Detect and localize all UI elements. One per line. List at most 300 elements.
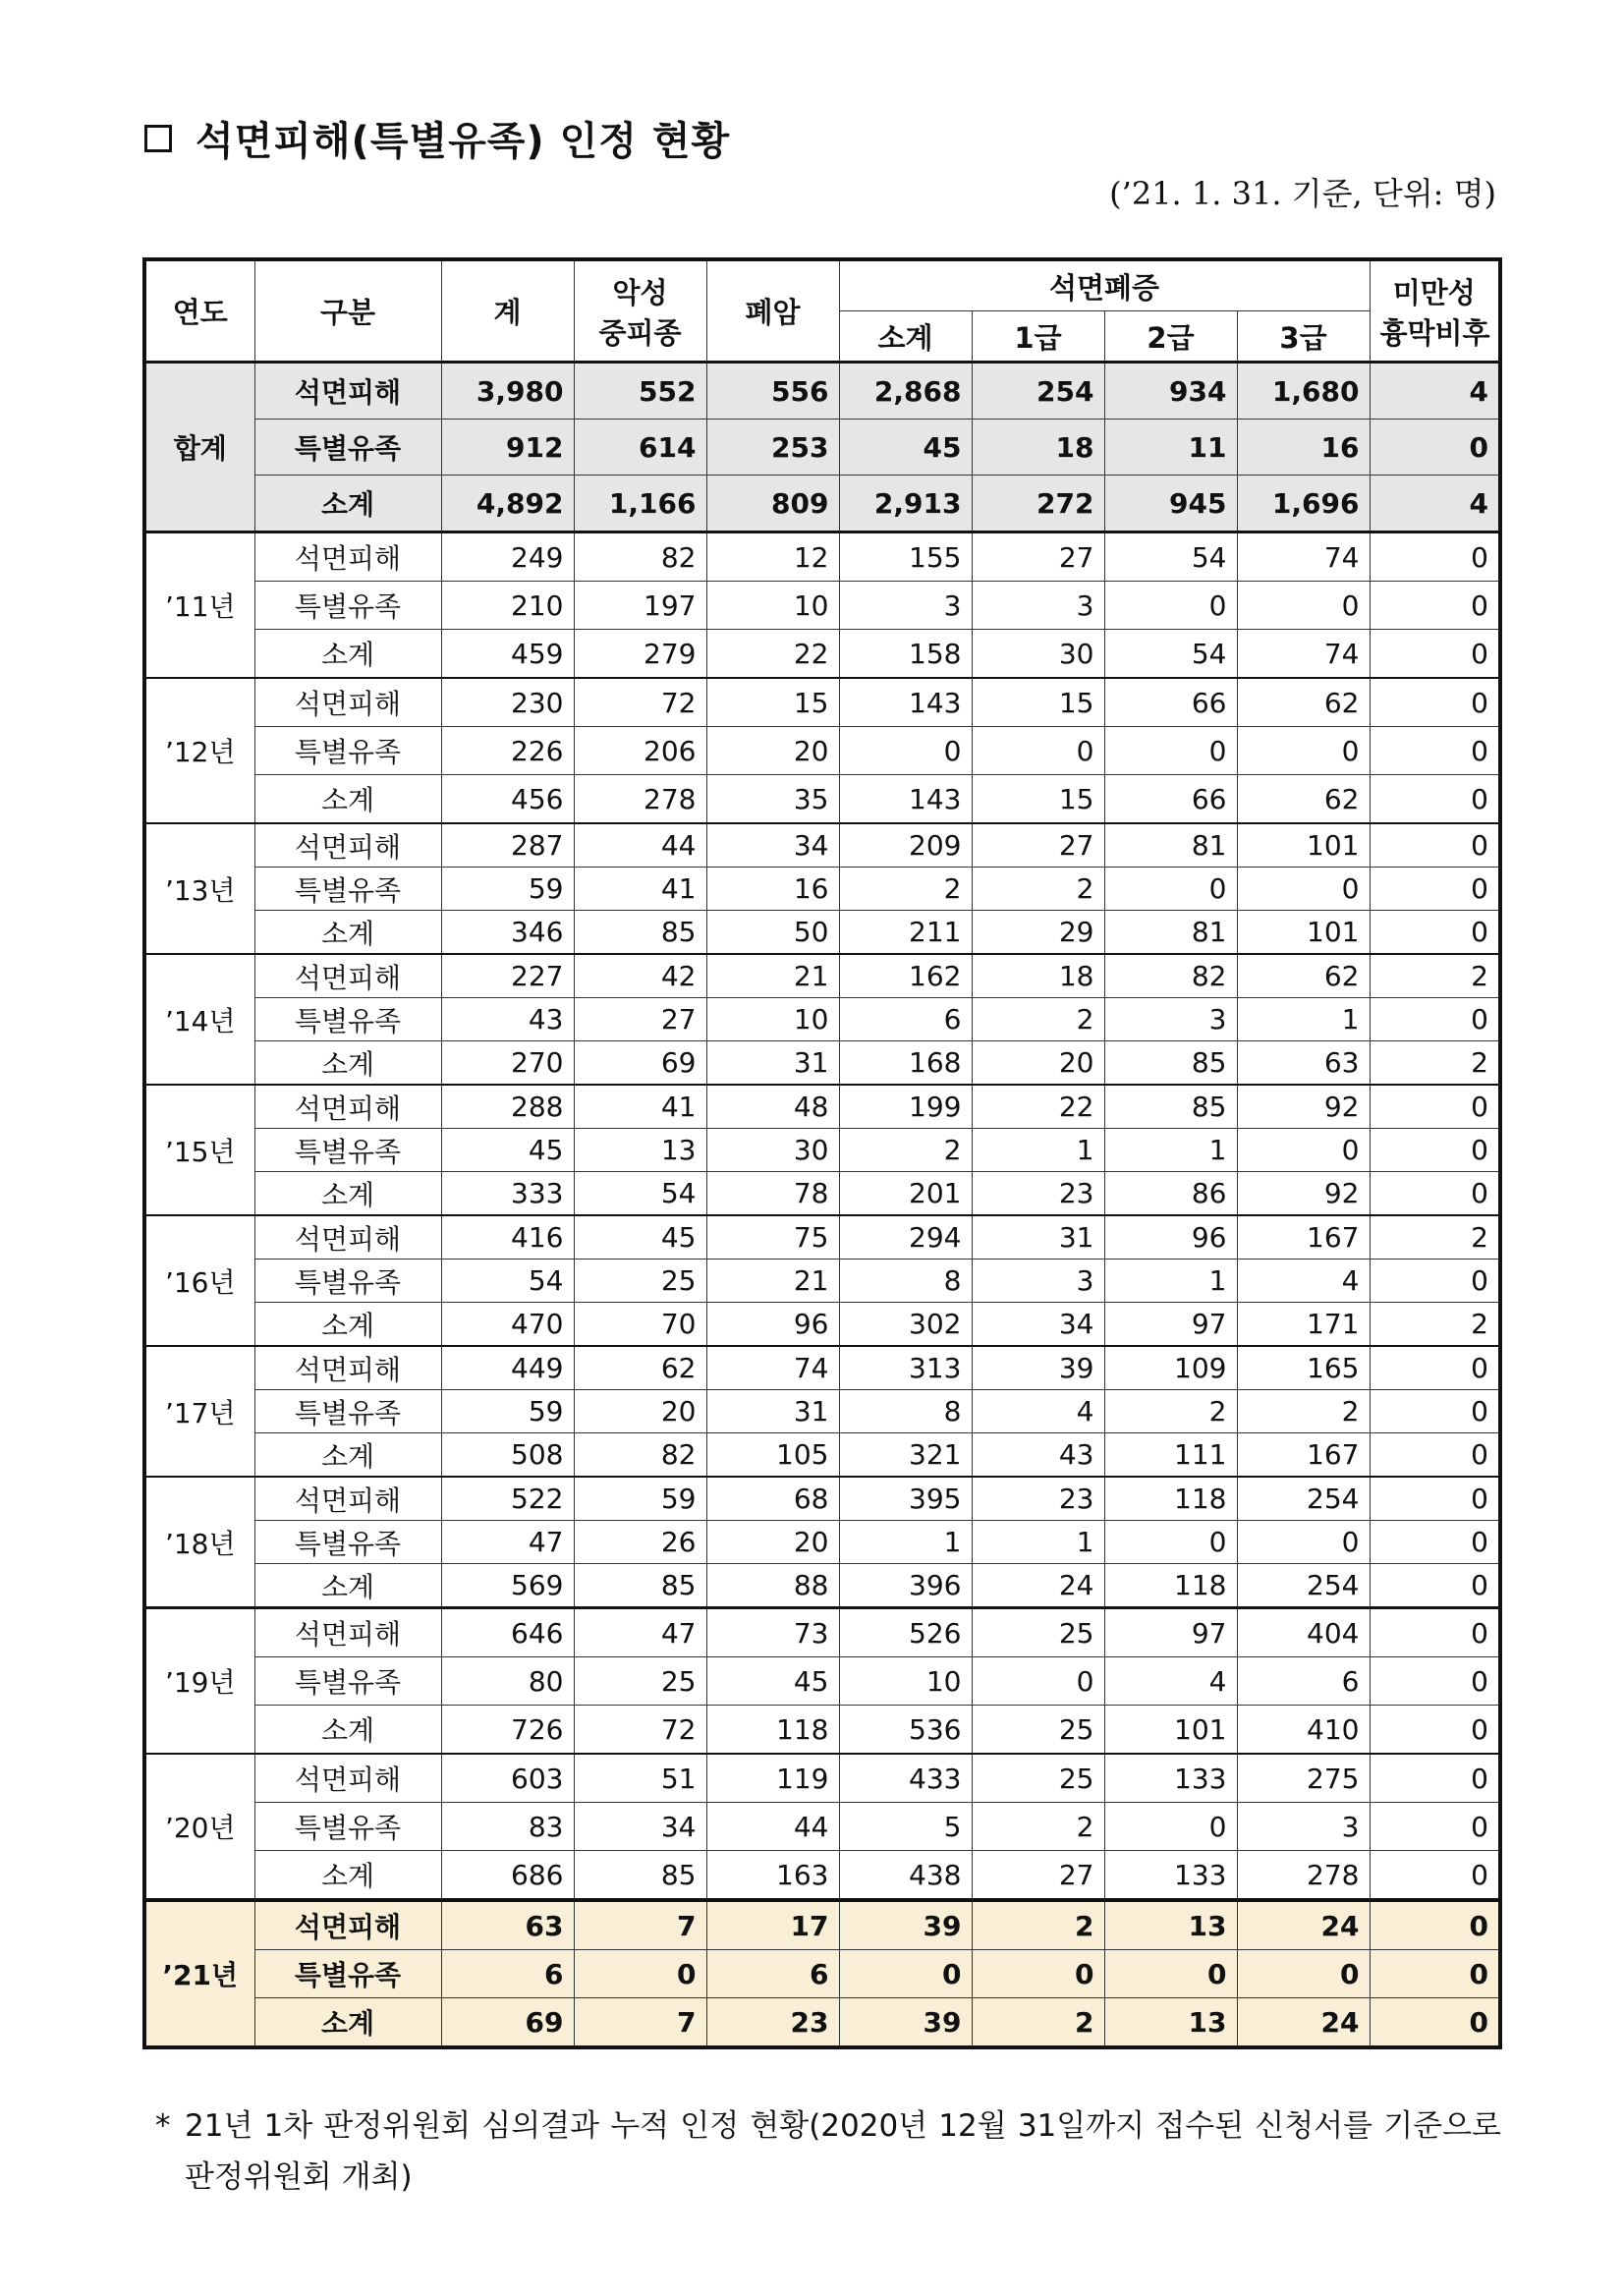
category-cell: 특별유족 bbox=[254, 1260, 441, 1303]
value-cell: 45 bbox=[839, 420, 972, 476]
value-cell: 1 bbox=[1237, 998, 1370, 1041]
value-cell: 162 bbox=[839, 954, 972, 998]
value-cell: 2 bbox=[1237, 1390, 1370, 1433]
value-cell: 118 bbox=[1104, 1564, 1237, 1608]
value-cell: 48 bbox=[706, 1085, 839, 1129]
header-asbestosis: 석면폐증 bbox=[839, 259, 1370, 311]
value-cell: 0 bbox=[1370, 1260, 1500, 1303]
value-cell: 68 bbox=[706, 1477, 839, 1521]
category-cell: 특별유족 bbox=[254, 1129, 441, 1172]
value-cell: 143 bbox=[839, 678, 972, 727]
category-cell: 소계 bbox=[254, 1433, 441, 1478]
value-cell: 24 bbox=[1237, 1900, 1370, 1950]
category-cell: 석면피해 bbox=[254, 1754, 441, 1803]
value-cell: 75 bbox=[706, 1215, 839, 1260]
value-cell: 59 bbox=[574, 1477, 706, 1521]
value-cell: 62 bbox=[1237, 678, 1370, 727]
value-cell: 39 bbox=[839, 1900, 972, 1950]
category-cell: 소계 bbox=[254, 1172, 441, 1216]
value-cell: 526 bbox=[839, 1608, 972, 1657]
value-cell: 603 bbox=[441, 1754, 574, 1803]
value-cell: 508 bbox=[441, 1433, 574, 1478]
value-cell: 4 bbox=[1370, 476, 1500, 532]
value-cell: 0 bbox=[1370, 1851, 1500, 1901]
year-label: ’13년 bbox=[144, 823, 254, 954]
year-label: ’14년 bbox=[144, 954, 254, 1085]
value-cell: 74 bbox=[1237, 630, 1370, 679]
value-cell: 3 bbox=[839, 582, 972, 630]
category-cell: 특별유족 bbox=[254, 1390, 441, 1433]
value-cell: 227 bbox=[441, 954, 574, 998]
value-cell: 54 bbox=[574, 1172, 706, 1216]
table-row bbox=[144, 582, 1500, 630]
value-cell: 0 bbox=[1370, 678, 1500, 727]
value-cell: 278 bbox=[574, 775, 706, 824]
value-cell: 0 bbox=[1237, 868, 1370, 911]
value-cell: 0 bbox=[1370, 1657, 1500, 1706]
value-cell: 201 bbox=[839, 1172, 972, 1216]
value-cell: 17 bbox=[706, 1900, 839, 1950]
value-cell: 0 bbox=[1370, 1521, 1500, 1564]
value-cell: 39 bbox=[972, 1346, 1104, 1390]
value-cell: 313 bbox=[839, 1346, 972, 1390]
category-cell: 석면피해 bbox=[254, 954, 441, 998]
value-cell: 23 bbox=[972, 1477, 1104, 1521]
value-cell: 912 bbox=[441, 420, 574, 476]
value-cell: 45 bbox=[574, 1215, 706, 1260]
value-cell: 81 bbox=[1104, 911, 1237, 955]
value-cell: 2 bbox=[839, 1129, 972, 1172]
value-cell: 54 bbox=[1104, 532, 1237, 582]
value-cell: 321 bbox=[839, 1433, 972, 1478]
table-row bbox=[144, 1851, 1500, 1901]
value-cell: 96 bbox=[706, 1303, 839, 1347]
value-cell: 809 bbox=[706, 476, 839, 532]
date-unit-note: (’21. 1. 31. 기준, 단위: 명) bbox=[1109, 175, 1496, 212]
value-cell: 43 bbox=[972, 1433, 1104, 1478]
value-cell: 20 bbox=[706, 1521, 839, 1564]
table-row bbox=[144, 1260, 1500, 1303]
value-cell: 2,868 bbox=[839, 363, 972, 420]
value-cell: 168 bbox=[839, 1041, 972, 1086]
value-cell: 25 bbox=[574, 1657, 706, 1706]
value-cell: 72 bbox=[574, 678, 706, 727]
value-cell: 81 bbox=[1104, 823, 1237, 868]
footnote-star: * bbox=[155, 2108, 171, 2144]
value-cell: 0 bbox=[1370, 727, 1500, 775]
value-cell: 22 bbox=[972, 1085, 1104, 1129]
value-cell: 197 bbox=[574, 582, 706, 630]
table-row bbox=[144, 1129, 1500, 1172]
value-cell: 0 bbox=[1237, 1950, 1370, 1998]
value-cell: 249 bbox=[441, 532, 574, 582]
value-cell: 92 bbox=[1237, 1172, 1370, 1216]
value-cell: 163 bbox=[706, 1851, 839, 1901]
value-cell: 2 bbox=[839, 868, 972, 911]
value-cell: 35 bbox=[706, 775, 839, 824]
value-cell: 13 bbox=[1104, 1998, 1237, 2048]
header-year: 연도 bbox=[144, 259, 254, 363]
value-cell: 2 bbox=[1370, 1303, 1500, 1347]
value-cell: 288 bbox=[441, 1085, 574, 1129]
value-cell: 27 bbox=[972, 1851, 1104, 1901]
value-cell: 12 bbox=[706, 532, 839, 582]
year-label: ’19년 bbox=[144, 1608, 254, 1755]
value-cell: 27 bbox=[574, 998, 706, 1041]
value-cell: 0 bbox=[1104, 868, 1237, 911]
value-cell: 74 bbox=[1237, 532, 1370, 582]
value-cell: 4 bbox=[1104, 1657, 1237, 1706]
value-cell: 0 bbox=[1370, 1754, 1500, 1803]
value-cell: 0 bbox=[839, 1950, 972, 1998]
recognition-table bbox=[142, 257, 1502, 2049]
value-cell: 3 bbox=[1104, 998, 1237, 1041]
table-row bbox=[144, 1346, 1500, 1390]
value-cell: 47 bbox=[441, 1521, 574, 1564]
value-cell: 10 bbox=[706, 998, 839, 1041]
value-cell: 23 bbox=[706, 1998, 839, 2048]
value-cell: 97 bbox=[1104, 1303, 1237, 1347]
table-row bbox=[144, 1521, 1500, 1564]
value-cell: 165 bbox=[1237, 1346, 1370, 1390]
value-cell: 74 bbox=[706, 1346, 839, 1390]
table-row bbox=[144, 1608, 1500, 1657]
value-cell: 459 bbox=[441, 630, 574, 679]
value-cell: 206 bbox=[574, 727, 706, 775]
value-cell: 21 bbox=[706, 954, 839, 998]
value-cell: 0 bbox=[1237, 582, 1370, 630]
value-cell: 31 bbox=[706, 1041, 839, 1086]
year-label: ’17년 bbox=[144, 1346, 254, 1477]
category-cell: 소계 bbox=[254, 1303, 441, 1347]
value-cell: 25 bbox=[972, 1706, 1104, 1755]
value-cell: 934 bbox=[1104, 363, 1237, 420]
value-cell: 8 bbox=[839, 1260, 972, 1303]
value-cell: 0 bbox=[1370, 1564, 1500, 1608]
value-cell: 726 bbox=[441, 1706, 574, 1755]
category-cell: 특별유족 bbox=[254, 998, 441, 1041]
year-label: ’12년 bbox=[144, 678, 254, 823]
table-row bbox=[144, 1303, 1500, 1347]
table-row bbox=[144, 1390, 1500, 1433]
value-cell: 0 bbox=[972, 727, 1104, 775]
table-row bbox=[144, 1172, 1500, 1216]
category-cell: 소계 bbox=[254, 1706, 441, 1755]
value-cell: 0 bbox=[1370, 532, 1500, 582]
header-grade2: 2급 bbox=[1104, 311, 1237, 363]
value-cell: 20 bbox=[706, 727, 839, 775]
value-cell: 2 bbox=[972, 868, 1104, 911]
value-cell: 0 bbox=[1370, 1346, 1500, 1390]
value-cell: 167 bbox=[1237, 1433, 1370, 1478]
value-cell: 1 bbox=[839, 1521, 972, 1564]
value-cell: 7 bbox=[574, 1900, 706, 1950]
table-row bbox=[144, 727, 1500, 775]
value-cell: 59 bbox=[441, 868, 574, 911]
value-cell: 556 bbox=[706, 363, 839, 420]
value-cell: 438 bbox=[839, 1851, 972, 1901]
value-cell: 2 bbox=[1370, 1215, 1500, 1260]
value-cell: 86 bbox=[1104, 1172, 1237, 1216]
value-cell: 287 bbox=[441, 823, 574, 868]
category-cell: 석면피해 bbox=[254, 678, 441, 727]
value-cell: 410 bbox=[1237, 1706, 1370, 1755]
value-cell: 82 bbox=[574, 1433, 706, 1478]
value-cell: 62 bbox=[574, 1346, 706, 1390]
value-cell: 59 bbox=[441, 1390, 574, 1433]
value-cell: 272 bbox=[972, 476, 1104, 532]
checkbox-bullet-icon bbox=[144, 125, 172, 152]
year-label: ’15년 bbox=[144, 1085, 254, 1215]
category-cell: 특별유족 bbox=[254, 727, 441, 775]
value-cell: 105 bbox=[706, 1433, 839, 1478]
year-label: ’21년 bbox=[144, 1900, 254, 2047]
value-cell: 0 bbox=[574, 1950, 706, 1998]
category-cell: 소계 bbox=[254, 1041, 441, 1086]
value-cell: 0 bbox=[1370, 1433, 1500, 1478]
category-cell: 소계 bbox=[254, 1851, 441, 1901]
value-cell: 21 bbox=[706, 1260, 839, 1303]
table-row bbox=[144, 1433, 1500, 1478]
value-cell: 30 bbox=[706, 1129, 839, 1172]
table-row bbox=[144, 1998, 1500, 2048]
footnote bbox=[155, 2100, 1501, 2203]
value-cell: 24 bbox=[1237, 1998, 1370, 2048]
value-cell: 536 bbox=[839, 1706, 972, 1755]
value-cell: 73 bbox=[706, 1608, 839, 1657]
value-cell: 85 bbox=[1104, 1085, 1237, 1129]
value-cell: 686 bbox=[441, 1851, 574, 1901]
value-cell: 6 bbox=[441, 1950, 574, 1998]
value-cell: 1,166 bbox=[574, 476, 706, 532]
value-cell: 119 bbox=[706, 1754, 839, 1803]
category-cell: 석면피해 bbox=[254, 1900, 441, 1950]
table-row bbox=[144, 1706, 1500, 1755]
table-row bbox=[144, 363, 1500, 420]
value-cell: 2 bbox=[972, 998, 1104, 1041]
value-cell: 552 bbox=[574, 363, 706, 420]
value-cell: 230 bbox=[441, 678, 574, 727]
value-cell: 34 bbox=[574, 1803, 706, 1851]
value-cell: 1 bbox=[1104, 1129, 1237, 1172]
category-cell: 특별유족 bbox=[254, 868, 441, 911]
value-cell: 0 bbox=[1370, 1950, 1500, 1998]
value-cell: 333 bbox=[441, 1172, 574, 1216]
value-cell: 54 bbox=[441, 1260, 574, 1303]
value-cell: 42 bbox=[574, 954, 706, 998]
value-cell: 10 bbox=[839, 1657, 972, 1706]
category-cell: 석면피해 bbox=[254, 1477, 441, 1521]
value-cell: 270 bbox=[441, 1041, 574, 1086]
value-cell: 254 bbox=[1237, 1564, 1370, 1608]
value-cell: 62 bbox=[1237, 775, 1370, 824]
value-cell: 143 bbox=[839, 775, 972, 824]
value-cell: 171 bbox=[1237, 1303, 1370, 1347]
table-row bbox=[144, 775, 1500, 824]
value-cell: 24 bbox=[972, 1564, 1104, 1608]
value-cell: 254 bbox=[1237, 1477, 1370, 1521]
totals-label: 합계 bbox=[144, 363, 254, 532]
category-cell: 소계 bbox=[254, 476, 441, 532]
value-cell: 346 bbox=[441, 911, 574, 955]
value-cell: 18 bbox=[972, 420, 1104, 476]
value-cell: 66 bbox=[1104, 678, 1237, 727]
value-cell: 50 bbox=[706, 911, 839, 955]
table-row bbox=[144, 823, 1500, 868]
value-cell: 27 bbox=[972, 823, 1104, 868]
value-cell: 7 bbox=[574, 1998, 706, 2048]
value-cell: 72 bbox=[574, 1706, 706, 1755]
value-cell: 6 bbox=[839, 998, 972, 1041]
value-cell: 96 bbox=[1104, 1215, 1237, 1260]
value-cell: 155 bbox=[839, 532, 972, 582]
value-cell: 6 bbox=[706, 1950, 839, 1998]
value-cell: 88 bbox=[706, 1564, 839, 1608]
value-cell: 70 bbox=[574, 1303, 706, 1347]
value-cell: 25 bbox=[574, 1260, 706, 1303]
value-cell: 62 bbox=[1237, 954, 1370, 998]
year-label: ’16년 bbox=[144, 1215, 254, 1346]
category-cell: 특별유족 bbox=[254, 582, 441, 630]
value-cell: 522 bbox=[441, 1477, 574, 1521]
category-cell: 특별유족 bbox=[254, 1521, 441, 1564]
value-cell: 20 bbox=[972, 1041, 1104, 1086]
value-cell: 0 bbox=[972, 1657, 1104, 1706]
value-cell: 15 bbox=[972, 775, 1104, 824]
value-cell: 2 bbox=[1104, 1390, 1237, 1433]
table-row bbox=[144, 1564, 1500, 1608]
value-cell: 0 bbox=[1104, 1521, 1237, 1564]
value-cell: 614 bbox=[574, 420, 706, 476]
title-area bbox=[144, 110, 730, 166]
value-cell: 2 bbox=[972, 1803, 1104, 1851]
table-row bbox=[144, 1803, 1500, 1851]
value-cell: 30 bbox=[972, 630, 1104, 679]
value-cell: 0 bbox=[1370, 1608, 1500, 1657]
table-row bbox=[144, 532, 1500, 582]
value-cell: 302 bbox=[839, 1303, 972, 1347]
value-cell: 0 bbox=[1370, 1998, 1500, 2048]
value-cell: 101 bbox=[1237, 823, 1370, 868]
year-label: ’18년 bbox=[144, 1477, 254, 1608]
value-cell: 0 bbox=[1370, 1706, 1500, 1755]
value-cell: 0 bbox=[1370, 868, 1500, 911]
value-cell: 4 bbox=[1237, 1260, 1370, 1303]
value-cell: 1 bbox=[972, 1521, 1104, 1564]
value-cell: 20 bbox=[574, 1390, 706, 1433]
category-cell: 석면피해 bbox=[254, 363, 441, 420]
header-mesothelioma: 악성 중피종 bbox=[574, 259, 706, 363]
value-cell: 63 bbox=[441, 1900, 574, 1950]
value-cell: 18 bbox=[972, 954, 1104, 998]
value-cell: 449 bbox=[441, 1346, 574, 1390]
value-cell: 2 bbox=[972, 1900, 1104, 1950]
value-cell: 80 bbox=[441, 1657, 574, 1706]
footnote-text: 21년 1차 판정위원회 심의결과 누적 인정 현황(2020년 12월 31일까지 접수된 신청서를 기준으로 판정위원회 개최) bbox=[185, 2108, 1501, 2195]
value-cell: 16 bbox=[706, 868, 839, 911]
value-cell: 26 bbox=[574, 1521, 706, 1564]
table-row bbox=[144, 911, 1500, 955]
value-cell: 34 bbox=[706, 823, 839, 868]
value-cell: 31 bbox=[706, 1390, 839, 1433]
value-cell: 44 bbox=[574, 823, 706, 868]
value-cell: 82 bbox=[1104, 954, 1237, 998]
header-asbestosis-subtotal: 소계 bbox=[839, 311, 972, 363]
value-cell: 1,696 bbox=[1237, 476, 1370, 532]
category-cell: 특별유족 bbox=[254, 1803, 441, 1851]
value-cell: 0 bbox=[1370, 420, 1500, 476]
value-cell: 22 bbox=[706, 630, 839, 679]
value-cell: 0 bbox=[1370, 911, 1500, 955]
value-cell: 210 bbox=[441, 582, 574, 630]
value-cell: 0 bbox=[839, 727, 972, 775]
value-cell: 83 bbox=[441, 1803, 574, 1851]
value-cell: 0 bbox=[1237, 727, 1370, 775]
value-cell: 253 bbox=[706, 420, 839, 476]
value-cell: 396 bbox=[839, 1564, 972, 1608]
category-cell: 특별유족 bbox=[254, 1950, 441, 1998]
header-category: 구분 bbox=[254, 259, 441, 363]
value-cell: 41 bbox=[574, 1085, 706, 1129]
value-cell: 15 bbox=[706, 678, 839, 727]
value-cell: 133 bbox=[1104, 1754, 1237, 1803]
category-cell: 석면피해 bbox=[254, 1346, 441, 1390]
table-row bbox=[144, 1950, 1500, 1998]
value-cell: 1 bbox=[1104, 1260, 1237, 1303]
value-cell: 8 bbox=[839, 1390, 972, 1433]
table-row bbox=[144, 868, 1500, 911]
value-cell: 0 bbox=[1370, 582, 1500, 630]
value-cell: 0 bbox=[1370, 998, 1500, 1041]
table-row bbox=[144, 1657, 1500, 1706]
header-grade1: 1급 bbox=[972, 311, 1104, 363]
category-cell: 소계 bbox=[254, 1564, 441, 1608]
table-row bbox=[144, 1754, 1500, 1803]
value-cell: 0 bbox=[1370, 1085, 1500, 1129]
value-cell: 278 bbox=[1237, 1851, 1370, 1901]
value-cell: 209 bbox=[839, 823, 972, 868]
value-cell: 13 bbox=[574, 1129, 706, 1172]
table-row bbox=[144, 1900, 1500, 1950]
value-cell: 456 bbox=[441, 775, 574, 824]
value-cell: 82 bbox=[574, 532, 706, 582]
category-cell: 석면피해 bbox=[254, 1215, 441, 1260]
value-cell: 6 bbox=[1237, 1657, 1370, 1706]
value-cell: 10 bbox=[706, 582, 839, 630]
table-row bbox=[144, 954, 1500, 998]
value-cell: 39 bbox=[839, 1998, 972, 2048]
value-cell: 1 bbox=[972, 1129, 1104, 1172]
value-cell: 294 bbox=[839, 1215, 972, 1260]
value-cell: 279 bbox=[574, 630, 706, 679]
table-row bbox=[144, 420, 1500, 476]
value-cell: 92 bbox=[1237, 1085, 1370, 1129]
value-cell: 226 bbox=[441, 727, 574, 775]
value-cell: 45 bbox=[706, 1657, 839, 1706]
value-cell: 0 bbox=[1370, 1803, 1500, 1851]
value-cell: 47 bbox=[574, 1608, 706, 1657]
value-cell: 3 bbox=[972, 1260, 1104, 1303]
value-cell: 97 bbox=[1104, 1608, 1237, 1657]
value-cell: 2 bbox=[1370, 1041, 1500, 1086]
value-cell: 2 bbox=[972, 1998, 1104, 2048]
value-cell: 0 bbox=[1370, 630, 1500, 679]
value-cell: 0 bbox=[1237, 1521, 1370, 1564]
category-cell: 소계 bbox=[254, 1998, 441, 2048]
value-cell: 41 bbox=[574, 868, 706, 911]
value-cell: 85 bbox=[574, 1851, 706, 1901]
value-cell: 0 bbox=[1104, 582, 1237, 630]
